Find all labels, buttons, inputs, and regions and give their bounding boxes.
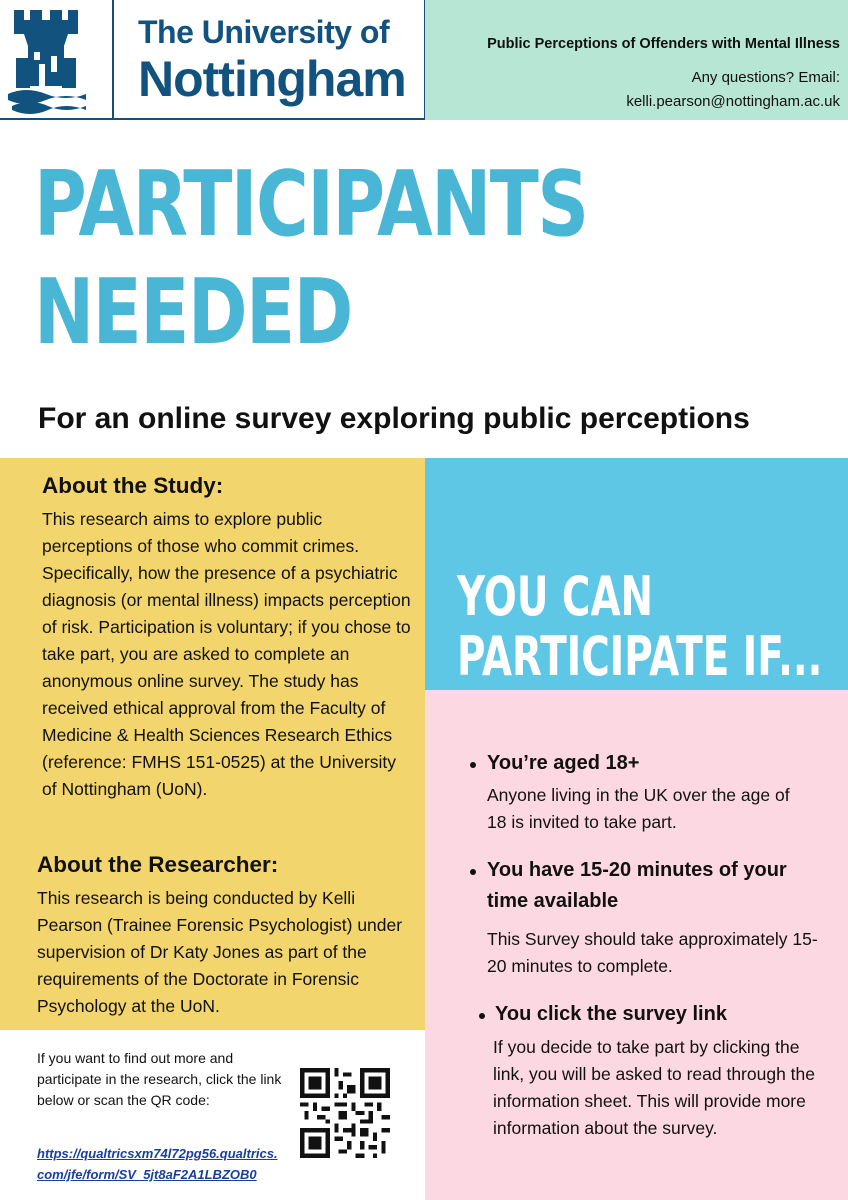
university-name-line1: The University of	[138, 14, 390, 50]
logo-divider	[112, 0, 114, 118]
criterion-text: Anyone living in the UK over the age of 18 is invited to take part.	[487, 785, 790, 832]
criterion-text: This Survey should take approximately 15-20 minutes to complete.	[487, 929, 818, 976]
contact-email[interactable]: kelli.pearson@nottingham.ac.uk	[626, 93, 840, 110]
criterion-title: You have 15-20 minutes of your time available	[487, 859, 787, 912]
bullet-icon	[470, 869, 476, 875]
headline-line2: NEEDED	[34, 260, 352, 365]
criterion-title: You’re aged 18+	[487, 752, 640, 774]
eligibility-heading-line1: YOU CAN	[457, 565, 654, 628]
castle-crest-icon	[6, 6, 88, 114]
headline-subtitle: For an online survey exploring public perceptions	[38, 402, 750, 435]
more-info-text: If you want to find out more and participate in the research, click the link below or scan the QR code:	[37, 1050, 282, 1108]
header-info-panel	[425, 0, 848, 120]
bullet-icon	[479, 1013, 485, 1019]
headline-line1: PARTICIPANTS	[34, 152, 588, 257]
contact-label: Any questions? Email:	[691, 69, 840, 86]
about-researcher-title: About the Researcher:	[37, 852, 279, 877]
criterion-text: If you decide to take part by clicking the link, you will be asked to read through the information sheet. This will provide more information about the survey.	[493, 1037, 815, 1138]
study-title: Public Perceptions of Offenders with Mental Illness	[487, 36, 840, 52]
criterion-title: You click the survey link	[495, 1003, 727, 1025]
bullet-icon	[470, 762, 476, 768]
about-researcher-text: This research is being conducted by Kelli Pearson (Trainee Forensic Psychologist) under supervision of Dr Katy Jones as part of the requirements of the Doctorate in Forensic Psychology at the UoN.	[37, 888, 403, 1016]
about-study-title: About the Study:	[42, 473, 224, 498]
university-logo-block	[0, 0, 425, 120]
eligibility-heading-line2: PARTICIPATE IF...	[457, 625, 823, 688]
survey-link[interactable]: https://qualtricsxm74l72pg56.qualtrics.com/jfe/form/SV_5jt8aF2A1LBZOB0	[37, 1146, 278, 1182]
about-study-text: This research aims to explore public perceptions of those who commit crimes. Specifically, how the presence of a psychiatric diagnosis (or mental illness) impacts perception of risk. Participation is voluntary; if you chose to take part, you are asked to complete an anonymous online survey. The study has received ethical approval from the Faculty of Medicine & Health Sciences Research Ethics (reference: FMHS 151-0525) at the University of Nottingham (UoN).	[42, 509, 411, 799]
qr-code-icon[interactable]	[300, 1068, 390, 1158]
university-name-line2: Nottingham	[138, 51, 406, 107]
